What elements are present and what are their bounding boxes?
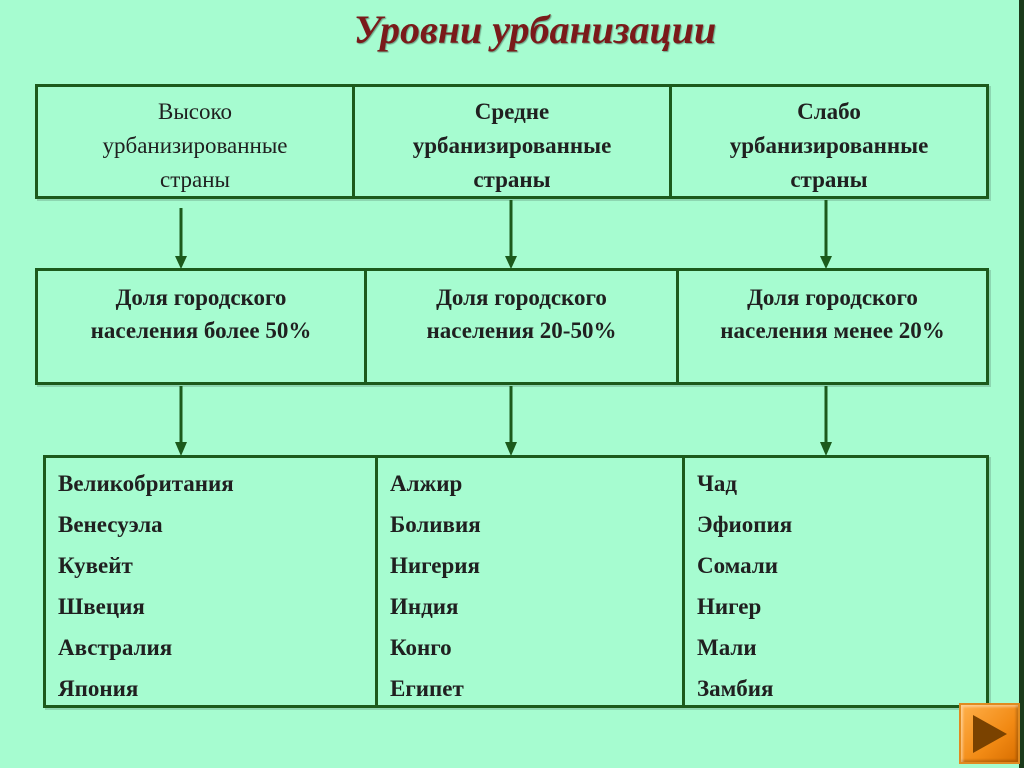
country-item: Индия [390,594,459,619]
level-medium-box [355,87,672,196]
shares-row [35,268,989,385]
level-medium-line2: урбанизированные [412,133,612,158]
level-high-line1: Высоко [157,99,232,124]
country-item: Нигерия [390,553,480,578]
share-medium-line1: Доля городского [436,285,607,310]
countries-row [43,455,989,708]
country-item: Алжир [390,471,463,496]
country-item: Австралия [58,635,173,660]
level-medium-line1: Средне [474,99,550,124]
share-low-line1: Доля городского [747,285,918,310]
share-medium-box [367,271,679,382]
country-item: Конго [390,635,452,660]
level-low-line2: урбанизированные [729,133,929,158]
next-slide-button[interactable] [959,703,1020,764]
level-high-line3: страны [159,167,230,192]
country-item: Чад [697,471,738,496]
country-item: Египет [390,676,464,701]
arrow-low-2-head [820,442,832,456]
countries-medium-list [378,458,685,705]
country-item: Эфиопия [697,512,793,537]
share-medium-line2: населения 20-50% [426,318,617,343]
share-high-box [38,271,367,382]
levels-row [35,84,989,199]
country-item: Боливия [390,512,481,537]
level-high-box [38,87,355,196]
arrow-high-2-head [175,442,187,456]
country-item: Нигер [697,594,762,619]
arrow-medium-2-head [505,442,517,456]
country-item: Швеция [58,594,145,619]
country-item: Кувейт [58,553,133,578]
level-low-line3: страны [790,167,868,192]
country-item: Венесуэла [58,512,163,537]
slide-title: Уровни урбанизации [353,7,717,52]
level-high-line2: урбанизированные [102,133,288,158]
country-item: Мали [697,635,757,660]
play-icon [973,715,1007,753]
countries-high-list [46,458,378,705]
country-item: Великобритания [58,471,234,496]
level-low-line1: Слабо [797,99,861,124]
country-item: Сомали [697,553,779,578]
slide-edge [1019,0,1024,768]
level-medium-line3: страны [473,167,551,192]
level-low-box [672,87,986,196]
countries-low-list [685,458,986,705]
share-low-box [679,271,986,382]
country-item: Япония [58,676,139,701]
share-high-line1: Доля городского [115,285,287,310]
share-low-line2: населения менее 20% [720,318,945,343]
share-high-line2: населения более 50% [90,318,312,343]
country-item: Замбия [697,676,774,701]
